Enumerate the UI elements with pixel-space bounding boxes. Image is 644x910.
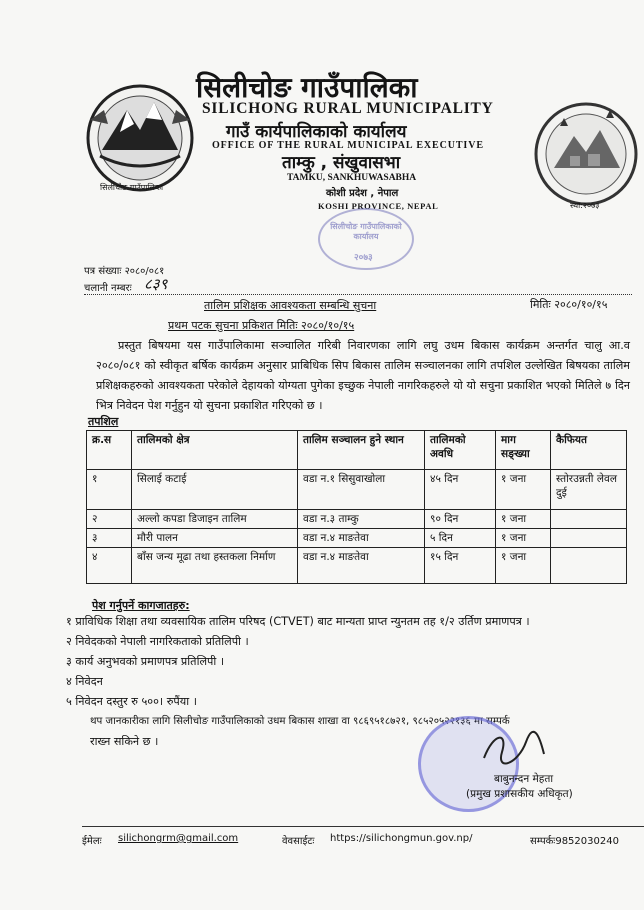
cell-duration: १५ दिन: [425, 548, 496, 584]
place-english: TAMKU, SANKHUWASABHA: [287, 173, 417, 183]
cell-demand: १ जना: [496, 510, 551, 529]
cell-demand: १ जना: [496, 470, 551, 510]
place-nepali: ताम्कु , संखुवासभा: [282, 153, 401, 173]
cell-field: मौरी पालन: [132, 529, 298, 548]
office-english: OFFICE OF THE RURAL MUNICIPAL EXECUTIVE: [212, 140, 484, 151]
province-english: KOSHI PROVINCE, NEPAL: [318, 201, 439, 211]
col-duration: तालिमको अवधि: [425, 431, 496, 470]
document-item: ५ निवेदन दस्तुर रु ५००। रुपैंया ।: [66, 695, 197, 708]
stamp-year: २०७३: [354, 253, 373, 263]
footer-website-link[interactable]: https://silichongmun.gov.np/: [330, 833, 473, 844]
cell-duration: ९० दिन: [425, 510, 496, 529]
signature-scribble: [478, 728, 548, 772]
title-nepali: सिलीचोङ गाउँपालिका: [196, 71, 418, 104]
table-row: [87, 510, 627, 529]
col-training-field: तालिमको क्षेत्र: [132, 431, 298, 470]
footer-email-label: ईमेलः: [82, 836, 102, 847]
document-item: २ निवेदकको नेपाली नागरिकताको प्रतिलिपी ।: [66, 635, 249, 648]
notice-date: मितिः २०८०/१०/१५: [530, 298, 608, 311]
stamp-text: सिलीचोङ गाउँपालिकाको कार्यालय: [330, 222, 402, 241]
table-row: [87, 529, 627, 548]
cell-location: वडा न.१ सिसुवाखोला: [298, 470, 425, 510]
cell-duration: ५ दिन: [425, 529, 496, 548]
table-row: [87, 470, 627, 510]
header-divider: [84, 294, 632, 295]
cell-remarks: [551, 548, 627, 584]
footer-website-label: वेवसाईटः: [282, 836, 315, 847]
cell-demand: १ जना: [496, 548, 551, 584]
cell-remarks: [551, 529, 627, 548]
cell-location: वडा न.४ माङतेवा: [298, 548, 425, 584]
signatory-title: (प्रमुख प्रशासकीय अधिकृत): [466, 788, 573, 800]
document-item: ४ निवेदन: [66, 675, 103, 688]
cell-duration: ४५ दिन: [425, 470, 496, 510]
cell-remarks: [551, 510, 627, 529]
office-stamp: [318, 208, 414, 270]
cell-sn: १: [87, 470, 132, 510]
cell-sn: ४: [87, 548, 132, 584]
cell-location: वडा न.३ ताम्कु: [298, 510, 425, 529]
cell-field: सिलाई कटाई: [132, 470, 298, 510]
contact-info-line2: राख्न सकिने छ ।: [90, 735, 159, 748]
left-logo-caption: सिलीचोङ गाउँपालिका: [100, 183, 164, 192]
letter-number: पत्र संख्याः २०८०/०८१: [84, 266, 165, 277]
cell-demand: १ जना: [496, 529, 551, 548]
footer-email-link[interactable]: silichongrm@gmail.com: [118, 833, 239, 844]
dispatch-number-label: चलानी नम्बरः: [84, 283, 132, 294]
office-nepali: गाउँ कार्यपालिकाको कार्यालय: [226, 122, 407, 142]
cell-location: वडा न.४ माङतेवा: [298, 529, 425, 548]
cell-field: बाँस जन्य मूढा तथा हस्तकला निर्माण: [132, 548, 298, 584]
notice-body: प्रस्तुत बिषयमा यस गाउँपालिकामा सञ्चालित गरिबी निवारणका लागि लघु उधम बिकास कार्यक्रम अन्तर्गत चालु आ.व २०८०/०८१ को स्वीकृत बर्षिक कार्यक्रम अनुसार प्राबिधिक सिप बिकास तालिम सञ्चालनका लागि तपशिल उल्लेखित बिषयका तालिम प्रशिक्षकहरुको आवश्यकता परेकोले देहायको योग्यता पुगेका इच्छुक नेपाली नागरिकहरुले यो यो सचुना प्रकाशित भएको मितिले ७ दिन भित्र निवेदन पेश गर्नुहुन यो सुचना प्रकाशित गरिएको छ ।: [96, 339, 630, 412]
cell-field: अल्लो कपडा डिजाइन तालिम: [132, 510, 298, 529]
document-item: ३ कार्य अनुभवको प्रमाणपत्र प्रतिलिपी ।: [66, 655, 225, 668]
municipality-logo-left: [82, 80, 198, 198]
signatory-name: बाबुनन्दन मेहता: [494, 773, 554, 785]
document-item: १ प्राविधिक शिक्षा तथा व्यवसायिक तालिम परिषद (CTVET) बाट मान्यता प्राप्त न्युनतम तह १/२ उर्तिण प्रमाणपत्र ।: [66, 615, 530, 628]
table-header-row: [87, 431, 627, 470]
col-remarks: कैफियत: [551, 431, 627, 470]
province-nepali: कोशी प्रदेश , नेपाल: [326, 188, 399, 199]
right-logo-caption: स्था:२०७३: [570, 201, 600, 210]
dispatch-number-value: ८३९: [144, 275, 168, 293]
footer-phone: सम्पर्कः9852030240: [530, 836, 619, 847]
trainer-requirement-table: [86, 430, 627, 584]
cell-sn: २: [87, 510, 132, 529]
col-location: तालिम सञ्चालन हुने स्थान: [298, 431, 425, 470]
table-row: [87, 548, 627, 584]
cell-remarks: स्तोरउन्नती लेवल दुई: [551, 470, 627, 510]
col-sn: क्र.स: [87, 431, 132, 470]
cell-sn: ३: [87, 529, 132, 548]
contact-info: थप जानकारीका लागि सिलीचोङ गाउँपालिकाको उधम बिकास शाखा वा ९८६९५१८७२१, ९८५२०५२२१३६ मा सम्पर्क: [90, 716, 510, 727]
notice-subject: तालिम प्रशिक्षक आवश्यकता सम्बन्धि सुचना: [204, 299, 377, 312]
municipality-logo-right: [530, 96, 642, 216]
documents-heading: पेश गर्नुपर्ने कागजातहरु:: [92, 599, 190, 612]
footer-divider: [82, 826, 644, 827]
details-label: तपशिल: [88, 415, 119, 428]
title-english: SILICHONG RURAL MUNICIPALITY: [202, 100, 494, 117]
first-publish-date: प्रथम पटक सुचना प्रकिशत मितिः २०८०/१०/१५: [168, 319, 355, 332]
col-demand: माग सङ्ख्या: [496, 431, 551, 470]
